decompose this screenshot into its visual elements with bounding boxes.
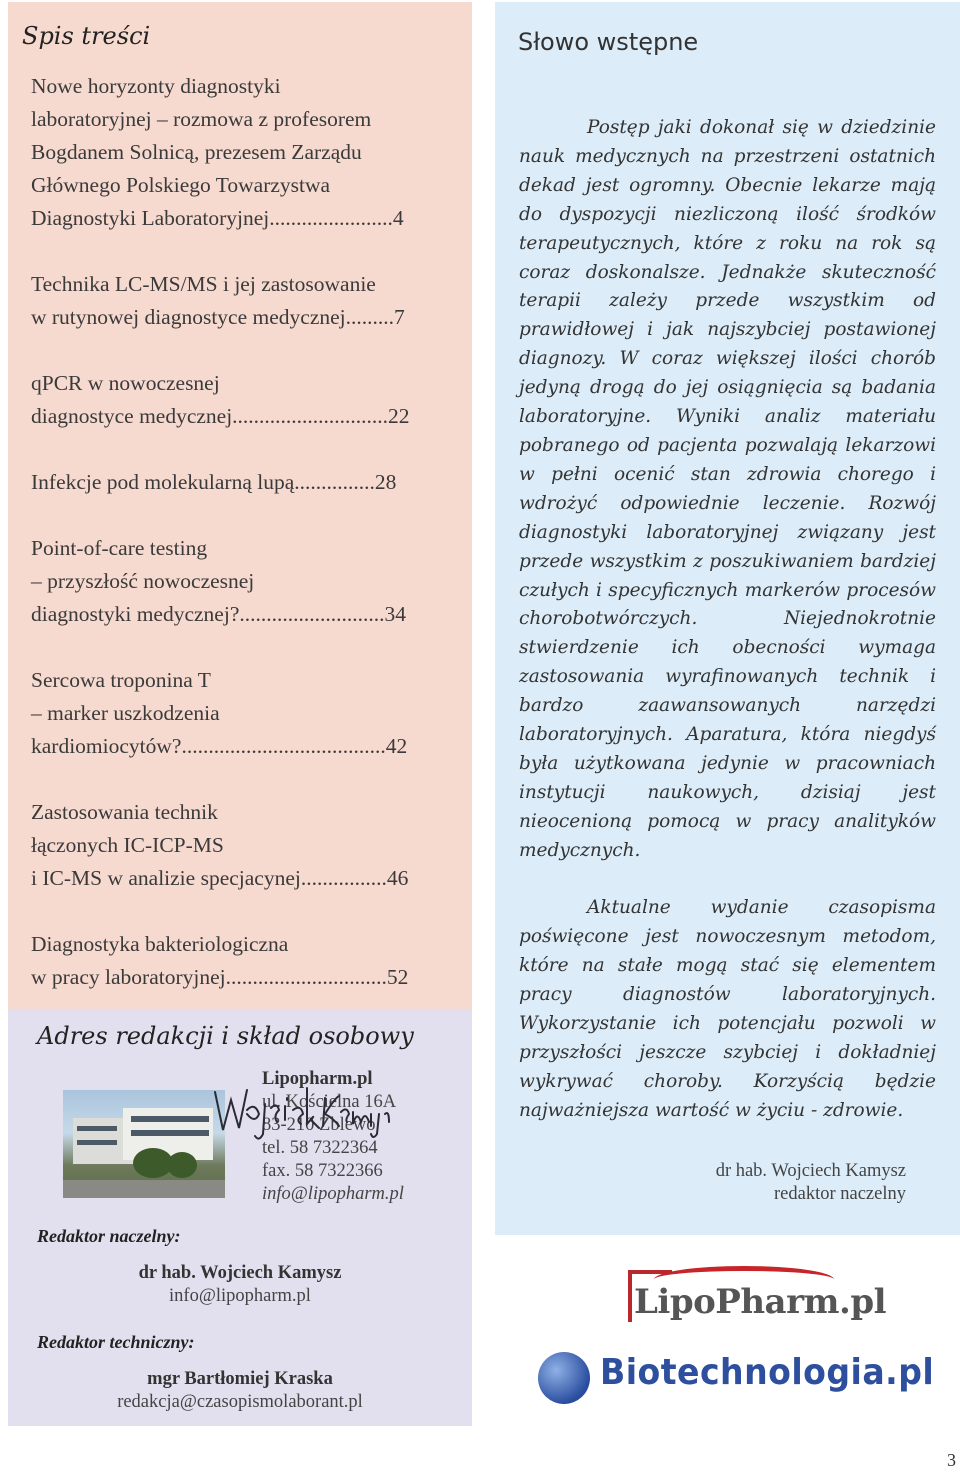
- chief-editor-email[interactable]: info@lipopharm.pl: [169, 1286, 311, 1306]
- toc-entry[interactable]: [31, 796, 451, 895]
- toc-entry-line: diagnostyki medycznej?...........................34: [31, 602, 406, 626]
- toc-entry-line: kardiomiocytów?......................................42: [31, 734, 408, 758]
- chief-editor-name: dr hab. Wojciech Kamysz: [138, 1263, 342, 1283]
- lipopharm-logo[interactable]: [624, 1266, 887, 1326]
- toc-entry-line: Sercowa troponina T: [31, 668, 211, 692]
- toc-entry-line: – marker uszkodzenia: [31, 701, 220, 725]
- toc-entry-line: laboratoryjnej – rozmowa z profesorem: [31, 107, 372, 131]
- toc-entry[interactable]: [31, 268, 451, 334]
- technical-editor-email[interactable]: redakcja@czasopismolaborant.pl: [117, 1392, 363, 1412]
- signatory-name: dr hab. Wojciech Kamysz: [715, 1161, 906, 1181]
- chief-editor: [8, 1262, 472, 1308]
- toc-entry[interactable]: [31, 367, 451, 433]
- technical-editor-label: Redaktor techniczny:: [37, 1332, 195, 1352]
- toc-entry-line: w rutynowej diagnostyce medycznej.........7: [31, 305, 405, 329]
- technical-editor-name: mgr Bartłomiej Kraska: [147, 1369, 333, 1389]
- building-window: [131, 1130, 209, 1136]
- building-window: [77, 1140, 117, 1145]
- handwritten-signature: [207, 1070, 397, 1150]
- page-number: 3: [947, 1450, 956, 1470]
- toc-entry[interactable]: [31, 532, 451, 631]
- foreword-title: Słowo wstępne: [518, 28, 699, 56]
- biotechnologia-logo[interactable]: [538, 1348, 935, 1412]
- city: 83-210 Zblewo: [262, 1115, 376, 1135]
- office-building-photo: [63, 1090, 225, 1198]
- toc-entry-line: Nowe horyzonty diagnostyki: [31, 74, 281, 98]
- building-window: [131, 1116, 209, 1122]
- toc-entry-line: Infekcje pod molekularną lupą...............28: [31, 470, 397, 494]
- foreword-paragraph: Postęp jaki dokonał się w dziedzinie nauk medycznych na przestrzeni ostatnich dekad jest ogromny. Obecnie lekarze mają do dyspozycji niezliczoną ilość środków terapeutycznych, które z roku na rok są coraz doskonalsze. Jednakże skuteczność terapii zależy przede wszystkim od prawidłowej i jak najszybciej postawionej diagnozy. W coraz większej ilości chorób jedyną drogą do jej osiągnięcia są badania laboratoryjne. Wyniki analiz materiału pobranego od pacjenta pozwalają lekarzowi w pełni ocenić stan zdrowia chorego i wdrożyć odpowiednie leczenie. Rozwój diagnostyki laboratoryjnej związany jest przede wszystkim z poszukiwaniem bardziej czułych i specyficznych markerów procesów chorobotwórczych. Niejednokrotnie stwierdzenie ich obecności wymaga zastosowania wyrafinowanych technik i bardzo zaawansowanych narzędzi laboratoryjnych. Aparatura, która niegdyś była użytkowana jedynie w pracowniach instytucji naukowych, dzisiaj jest nieocenioną pomocą w pracy analityków medycznych.: [519, 117, 936, 861]
- toc-entry-line: w pracy laboratoryjnej..............................52: [31, 965, 409, 989]
- toc-entry-line: Diagnostyka bakteriologiczna: [31, 932, 289, 956]
- fax: fax. 58 7322366: [262, 1161, 383, 1181]
- toc-entry[interactable]: [31, 928, 451, 994]
- company-name: Lipopharm.pl: [262, 1069, 373, 1089]
- toc-entry-line: łączonych IC-ICP-MS: [31, 833, 224, 857]
- globe-icon: [538, 1352, 590, 1404]
- address-title: Adres redakcji i skład osobowy: [37, 1022, 414, 1050]
- foreword-panel: [495, 2, 960, 1235]
- toc-title: Spis treści: [22, 22, 151, 50]
- toc-entry[interactable]: [31, 466, 451, 499]
- biotechnologia-logo-text: Biotechnologia.pl: [600, 1352, 935, 1393]
- phone: tel. 58 7322364: [262, 1138, 378, 1158]
- contact-email[interactable]: info@lipopharm.pl: [262, 1184, 404, 1204]
- toc-list: [31, 70, 451, 1027]
- building-window: [77, 1126, 117, 1131]
- foreword-body: [519, 114, 936, 1155]
- signatory-role: redaktor naczelny: [774, 1184, 906, 1204]
- lipopharm-logo-text: LipoPharm.pl: [634, 1282, 887, 1322]
- toc-entry-line: qPCR w nowoczesnej: [31, 371, 220, 395]
- technical-editor: [8, 1368, 472, 1414]
- toc-entry-line: Technika LC-MS/MS i jej zastosowanie: [31, 272, 376, 296]
- toc-entry[interactable]: [31, 70, 451, 235]
- toc-entry-line: Głównego Polskiego Towarzystwa: [31, 173, 331, 197]
- toc-entry-line: Diagnostyki Laboratoryjnej.......................4: [31, 206, 404, 230]
- toc-entry-line: i IC-MS w analizie specjacynej................46: [31, 866, 409, 890]
- toc-entry-line: Point-of-care testing: [31, 536, 208, 560]
- tree: [167, 1152, 197, 1178]
- toc-entry-line: diagnostyce medycznej.............................22: [31, 404, 410, 428]
- toc-entry-line: – przyszłość nowoczesnej: [31, 569, 255, 593]
- toc-entry-line: Bogdanem Solnicą, prezesem Zarządu: [31, 140, 362, 164]
- toc-entry-line: Zastosowania technik: [31, 800, 218, 824]
- table-of-contents: [8, 2, 472, 1010]
- signature-block: [716, 1160, 906, 1206]
- toc-entry[interactable]: [31, 664, 451, 763]
- chief-editor-label: Redaktor naczelny:: [37, 1226, 181, 1246]
- road: [63, 1180, 225, 1198]
- foreword-paragraph: Aktualne wydanie czasopisma poświęcone jest nowoczesnym metodom, które na stałe mogą stać się elementem pracy diagnostów laboratoryjnych. Wykorzystanie ich potencjału pozwoli w przyszłości jeszcze szybciej i dokładniej wykrywać choroby. Korzyścią będzie najważniejsza wartość w życiu - zdrowie.: [519, 897, 936, 1121]
- street: ul. Kościelna 16A: [262, 1092, 397, 1112]
